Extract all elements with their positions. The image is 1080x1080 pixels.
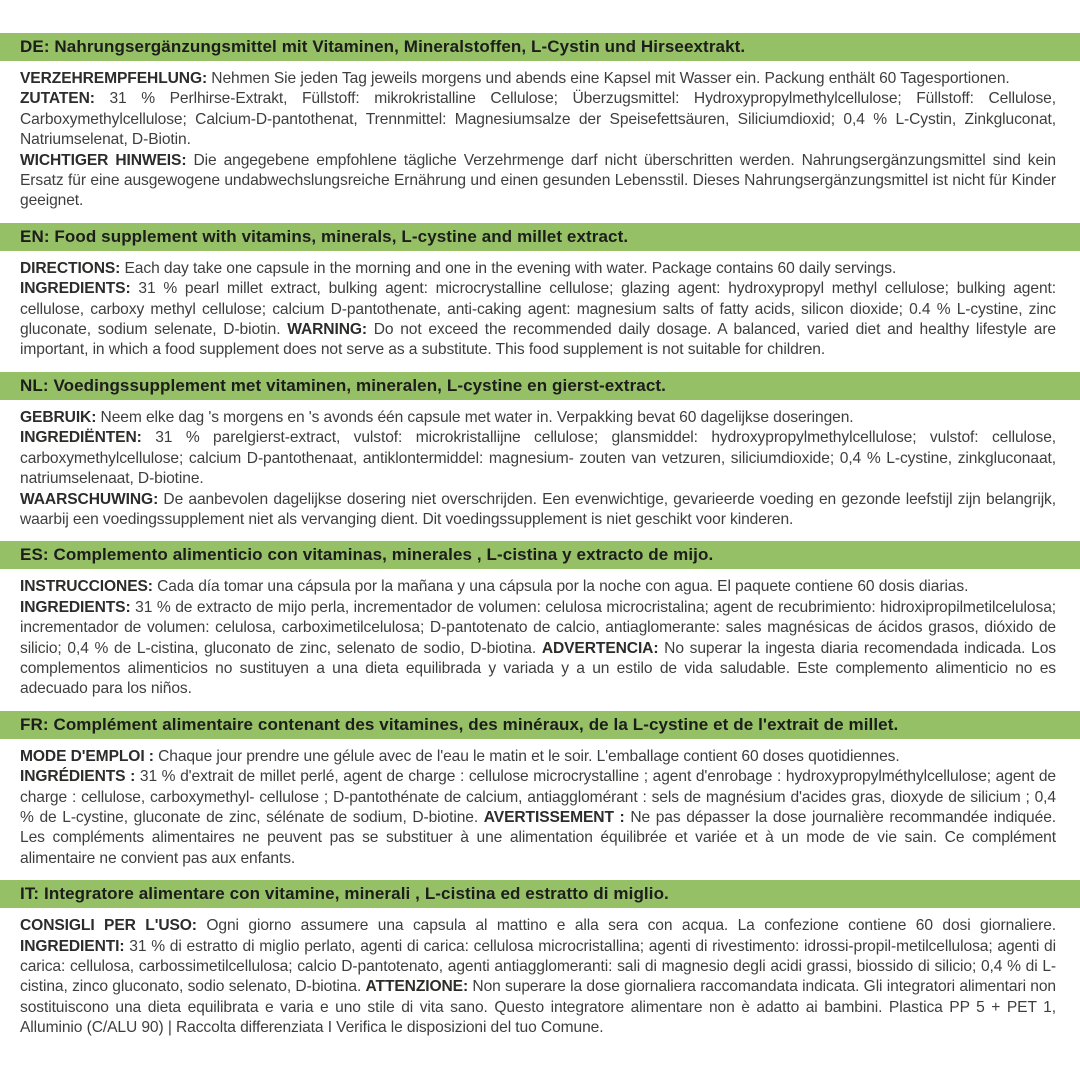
paragraph: WAARSCHUWING: De aanbevolen dagelijkse dosering niet overschrijden. Een evenwichtige, gevarieerde voeding en gezonde leefstijl zijn belangrijk, waarbij een voedingssupplement niet als vervanging dient. Dit voedingssupplement is niet geschikt voor kinderen. (20, 490, 1056, 528)
bold-label: ZUTATEN: (20, 90, 95, 108)
paragraph: CONSIGLI PER L'USO: Ogni giorno assumere una capsula al mattino e alla sera con acqua. La confezione contiene 60 dosi giornaliere. INGREDIENTI: 31 % di estratto di miglio perlato, agenti di carica: cellulosa microcristallina; agenti di rivestimento: idrossi-propil-metilcellulosa; agenti di carica: cellulosa, carbossimetilcellulosa; calcio D-pantotenato, agenti antiagglomeranti: sali di magnesio degli acidi grassi, biossido di silicio; 0,4 % di L-cistina, zinco gluconato, sodio selenato, D-biotina. ATTENZIONE: Non superare la dose giornaliera raccomandata indicata. Gli integratori alimentari non sostituiscono una dieta equilibrata e varia e uno stile di vita sano. Questo integratore alimentare non è adatto ai bambini. Plastica PP 5 + PET 1, Alluminio (C/ALU 90) | Raccolta differenziata I Verifica le disposizioni del tuo Comune. (20, 917, 1056, 1037)
language-section-de (0, 33, 1080, 212)
bold-label: INGREDIENTI: (20, 937, 125, 955)
bold-label: INGREDIENTS: (20, 598, 131, 616)
bold-label: ADVERTENCIA: (541, 639, 659, 657)
paragraph: ZUTATEN: 31 % Perlhirse-Extrakt, Füllstoff: mikrokristalline Cellulose; Überzugsmittel: Hydroxypropylmethylcellulose; Füllstoff: Cellulose, Carboxymethylcellulose; Calcium-D-pantothenat, Trennmittel: Magnesiumsalze der Speisefettsäuren, Siliciumdioxid; 0,4 % L-Cystin, Zinkgluconat, Natriumselenat, D-Biotin. (20, 90, 1056, 149)
language-section-en (0, 223, 1080, 361)
paragraph: WICHTIGER HINWEIS: Die angegebene empfohlene tägliche Verzehrmenge darf nicht überschritten werden. Nahrungsergänzungsmittel sind kein Ersatz für eine ausgewogene undabwechslungsreiche Ernährung und einen gesunden Lebensstil. Dieses Nahrungsergänzungsmittel ist nicht für Kinder geeignet. (20, 151, 1056, 210)
paragraph: GEBRUIK: Neem elke dag 's morgens en 's avonds één capsule met water in. Verpakking bevat 60 dagelijkse doseringen. (20, 408, 854, 426)
language-section-fr (0, 711, 1080, 869)
language-section-nl (0, 372, 1080, 530)
section-header-text: IT: Integratore alimentare con vitamine, minerali , L-cistina ed estratto di miglio. (20, 884, 669, 904)
bold-label: WAARSCHUWING: (20, 490, 159, 508)
section-header-text: NL: Voedingssupplement met vitaminen, mineralen, L-cystine en gierst-extract. (20, 375, 666, 395)
bold-label: GEBRUIK: (20, 408, 97, 426)
paragraph: DIRECTIONS: Each day take one capsule in the morning and one in the evening with water. Package contains 60 daily servings. (20, 259, 897, 277)
bold-label: WARNING: (287, 321, 367, 339)
section-header-bar (0, 33, 1080, 61)
paragraph: INGREDIENTS: 31 % de extracto de mijo perla, incrementador de volumen: celulosa microcristalina; agent de recubrimiento: hidroxipropilmetilcelulosa; incrementador de volumen: celulosa, carboximetilcelulosa; D-pantotenato de calcio, antiaglomerante: sales magnésicas de ácidos grasos, dióxido de silicio; 0,4 % de L-cistina, gluconato de zinc, selenato de sodio, D-biotina. ADVERTENCIA: No superar la ingesta diaria recomendada indicada. Los complementos alimenticios no sustituyen a una dieta equilibrada y variada y a un estilo de vida saludable. Este complemento alimenticio no es adecuado para los niños. (20, 598, 1057, 698)
section-body (20, 408, 1056, 530)
section-header-text: EN: Food supplement with vitamins, minerals, L-cystine and millet extract. (20, 226, 629, 246)
bold-label: INSTRUCCIONES: (20, 578, 153, 596)
section-header-bar (0, 372, 1080, 400)
paragraph: MODE D'EMPLOI : Chaque jour prendre une gélule avec de l'eau le matin et le soir. L'emballage contient 60 doses quotidiennes. (20, 747, 900, 765)
section-body (20, 747, 1056, 869)
section-header-bar (0, 223, 1080, 251)
bold-label: MODE D'EMPLOI : (20, 747, 154, 765)
language-section-es (0, 541, 1080, 699)
section-header-text: DE: Nahrungsergänzungsmittel mit Vitaminen, Mineralstoffen, L-Cystin und Hirseextrakt. (20, 37, 746, 56)
paragraph: INSTRUCCIONES: Cada día tomar una cápsula por la mañana y una cápsula por la noche con agua. El paquete contiene 60 dosis diarias. (20, 578, 969, 596)
section-body (20, 69, 1056, 212)
bold-label: INGREDIENTS: (20, 280, 131, 298)
paragraph: INGREDIENTS: 31 % pearl millet extract, bulking agent: microcrystalline cellulose; glazing agent: hydroxypropyl methyl cellulose; bulking agent: cellulose, carboxy methyl cellulose; calcium D-pantothenate, anti-caking agent: magnesium salts of fatty acids, silicon dioxide; 0.4 % L-cystine, zinc gluconate, sodium selenate, D-biotin. WARNING: Do not exceed the recommended daily dosage. A balanced, varied diet and healthy lifestyle are important, in which a food supplement does not serve as a substitute. This food supplement is not suitable for children. (20, 280, 1056, 359)
section-header-bar (0, 711, 1080, 739)
section-header-text: FR: Complément alimentaire contenant des vitamines, des minéraux, de la L-cystine et de l'extrait de millet. (20, 714, 899, 734)
bold-label: ATTENZIONE: (365, 978, 469, 996)
section-header-bar (0, 541, 1080, 569)
section-body (20, 259, 1056, 361)
paragraph: INGRÉDIENTS : 31 % d'extrait de millet perlé, agent de charge : cellulose microcrystalline ; agent d'enrobage : hydroxypropylméthylcellulose; agent de charge : cellulose, carboxymethyl- cellulose ; D-pantothénate de calcium, antiagglomérant : sels de magnésium d'acides gras, dioxyde de silicium ; 0,4 % de L-cystine, gluconate de zinc, sélénate de sodium, D-biotine. AVERTISSEMENT : Ne pas dépasser la dose journalière recommandée indiquée. Les compléments alimentaires ne peuvent pas se substituer à une alimentation équilibrée et variée et à un mode de vie sain. Ce complément alimentaire ne convient pas aux enfants. (20, 768, 1057, 867)
section-body (20, 577, 1056, 699)
paragraph: VERZEHREMPFEHLUNG: Nehmen Sie jeden Tag jeweils morgens und abends eine Kapsel mit Wasser ein. Packung enthält 60 Tagesportionen. (20, 70, 1010, 87)
bold-label: CONSIGLI PER L'USO: (20, 917, 197, 935)
bold-label: VERZEHREMPFEHLUNG: (20, 70, 208, 87)
bold-label: INGRÉDIENTS : (20, 768, 136, 786)
section-header-bar (0, 880, 1080, 908)
language-section-it (0, 880, 1080, 1038)
section-header-text: ES: Complemento alimenticio con vitaminas, minerales , L-cistina y extracto de mijo. (20, 545, 714, 565)
bold-label: AVERTISSEMENT : (483, 808, 625, 826)
bold-label: DIRECTIONS: (20, 259, 121, 277)
paragraph: INGREDIËNTEN: 31 % parelgierst-extract, vulstof: microkristallijne cellulose; glansmiddel: hydroxypropylmethylcellulose; vulstof: cellulose, carboxymethylcellulose; calcium D-pantothenaat, antiklontermiddel: magnesium- zouten van vetzuren, siliciumdioxide; 0,4 % L-cystine, zinkgluconaat, natriumselenaat, D-biotine. (20, 429, 1056, 488)
bold-label: WICHTIGER HINWEIS: (20, 151, 187, 169)
bold-label: INGREDIËNTEN: (20, 429, 142, 447)
section-body (20, 916, 1056, 1038)
